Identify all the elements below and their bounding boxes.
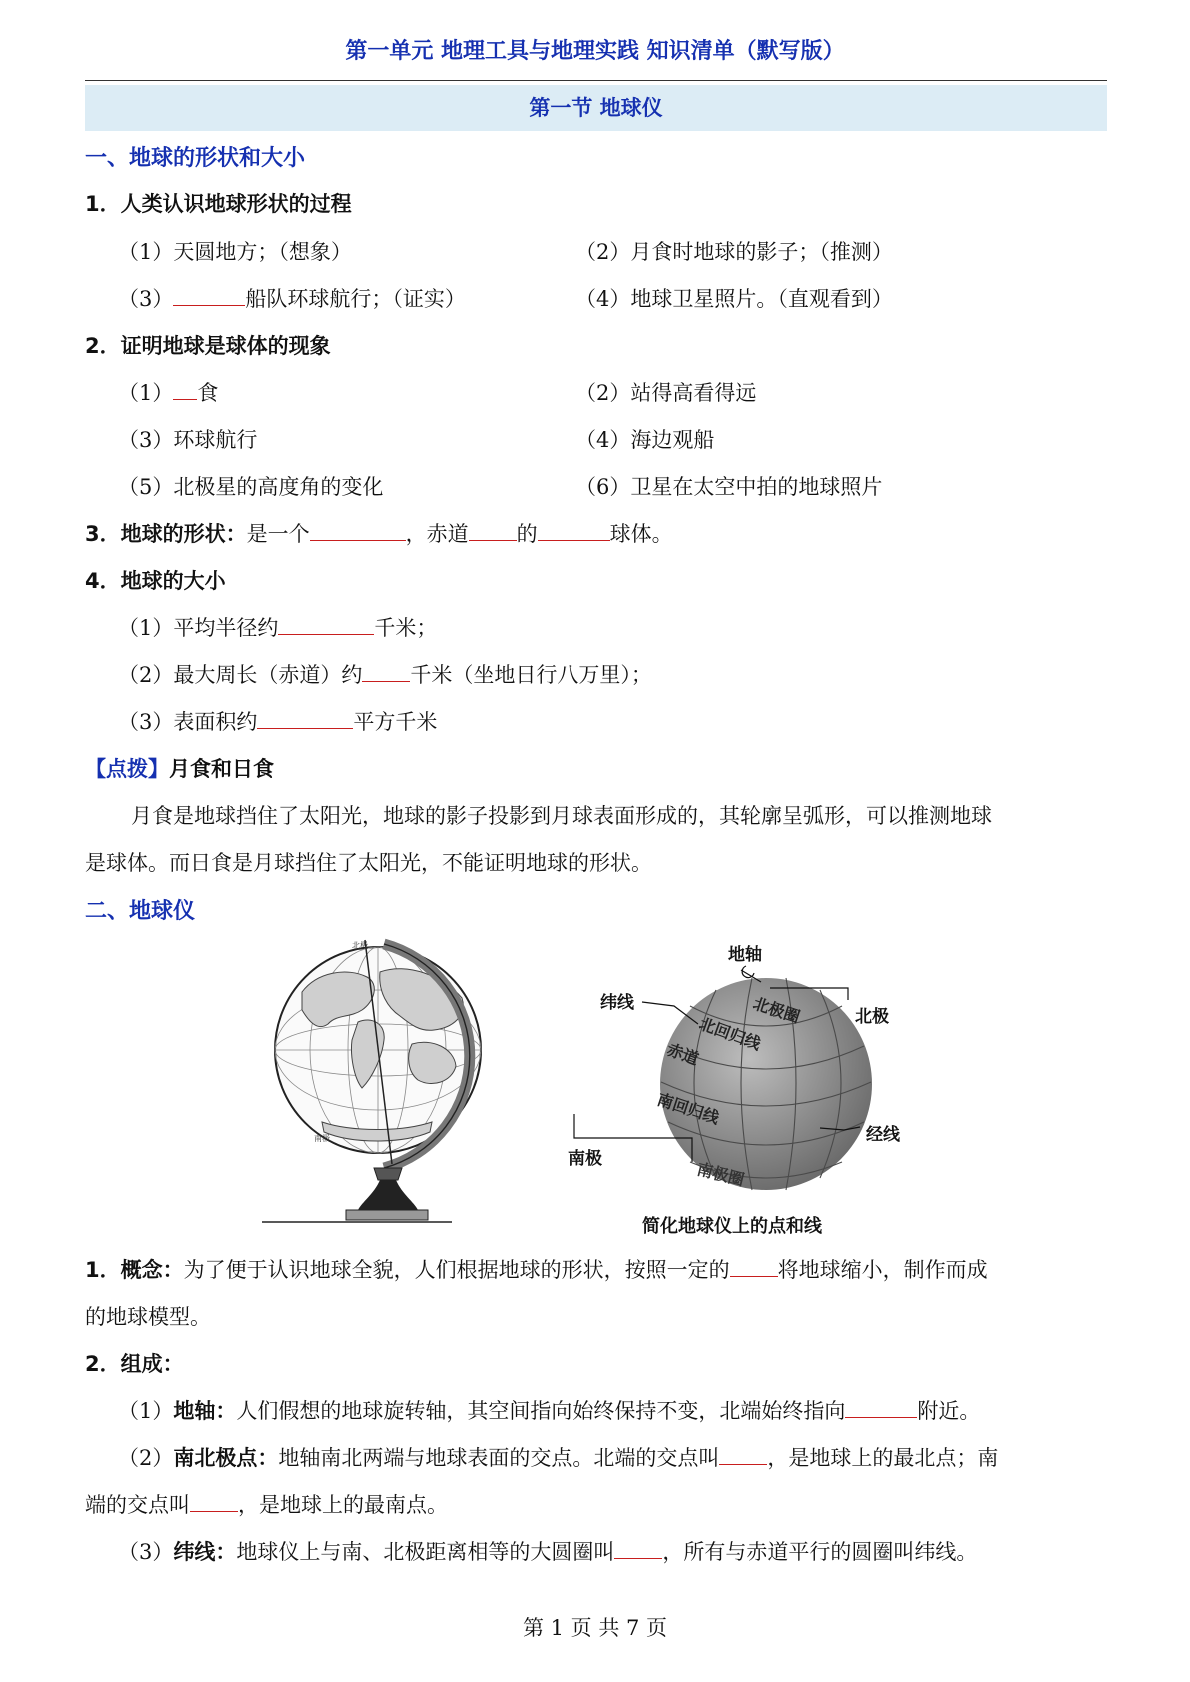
c1-line1 [85,1254,988,1284]
globe-south-label: 南极 [314,1134,330,1143]
s3-text4: 球体。 [609,522,673,547]
globe-north-label: 北极 [352,941,368,950]
c2-item1-num: （1） [118,1399,174,1424]
tip-heading [85,753,274,783]
c2-item2 [118,1442,998,1472]
s3-text3: 的 [516,522,538,547]
c2-item2-num: （2） [118,1446,174,1471]
s1-item3 [118,283,466,313]
s2-item2: （2）站得高看得远 [575,381,757,405]
tip-title: 月食和日食 [169,757,274,781]
c2-item3-text: 地球仪上与南、北极距离相等的大圆圈叫 [236,1540,615,1565]
part2-heading: 二、地球仪 [85,899,196,924]
s2-item3: （3）环球航行 [118,428,258,452]
c2-item2-mid: ，是地球上的最北点；南 [767,1446,999,1471]
s3-line [85,518,673,548]
c2-item1-text: 人们假想的地球旋转轴，其空间指向始终保持不变，北端始终指向 [236,1399,846,1424]
globe-illustration [262,932,512,1232]
fill-blank[interactable] [362,659,410,682]
label-meridian: 经线 [866,1125,900,1145]
s4-item1-prefix: （1）平均半径约 [118,616,279,641]
c2-item2-line2-prefix: 端的交点叫 [85,1493,190,1518]
s4-item1 [118,612,437,642]
fill-blank[interactable] [310,518,406,541]
label-antarctic-circle: 南极圈 [695,1159,747,1190]
s4-item1-suffix: 千米； [374,616,438,641]
s4-item3-prefix: （3）表面积约 [118,710,258,735]
s2-item1-suffix: 食 [197,381,219,406]
s2-item5: （5）北极星的高度角的变化 [118,475,384,499]
s2-item4: （4）海边观船 [575,428,715,452]
c2-item1-label: 地轴： [173,1399,237,1424]
s2-item1 [118,377,218,407]
globe-stand-neck [374,1168,402,1180]
s2-item6: （6）卫星在太空中拍的地球照片 [575,475,883,499]
document-title: 第一单元 地理工具与地理实践 知识清单（默写版） [345,39,845,64]
s4-item3 [118,706,437,736]
fill-blank[interactable] [719,1442,767,1465]
s1-item2: （2）月食时地球的影子；（推测） [575,240,893,264]
fill-blank[interactable] [730,1254,778,1277]
c2-item1-end: 附近。 [917,1399,981,1424]
simplified-globe-diagram [568,932,940,1222]
section-band: 第一节 地球仪 [85,85,1107,131]
fill-blank[interactable] [173,283,245,306]
c2-item2-line2 [85,1489,448,1519]
label-axis: 地轴 [728,945,762,965]
s1-title: 1．人类认识地球形状的过程 [85,192,352,216]
fill-blank[interactable] [278,612,374,635]
s1-item1: （1）天圆地方；（想象） [118,240,352,264]
header-rule [85,80,1107,81]
tip-label: 【点拨】 [85,757,169,781]
globe-stand-base [346,1210,428,1220]
s1-item4: （4）地球卫星照片。（直观看到） [575,287,893,311]
fill-blank[interactable] [257,706,353,729]
s1-item3-prefix: （3） [118,287,174,312]
s3-text1: 是一个 [246,522,310,547]
c2-title: 2．组成： [85,1352,184,1376]
c2-item2-line2-suffix: ，是地球上的最南点。 [238,1493,448,1518]
s4-item2 [118,659,652,689]
label-north-pole: 北极 [855,1007,889,1027]
s4-title: 4．地球的大小 [85,569,226,593]
s2-title: 2．证明地球是球体的现象 [85,334,331,358]
part1-heading: 一、地球的形状和大小 [85,146,306,171]
label-tropic-capricorn: 南回归线 [654,1089,722,1128]
fill-blank[interactable] [845,1395,917,1418]
c1-line2: 的地球模型。 [85,1305,211,1329]
c2-item3-num: （3） [118,1540,174,1565]
c2-item2-text: 地轴南北两端与地球表面的交点。北端的交点叫 [278,1446,720,1471]
label-arctic-circle: 北极圈 [750,993,803,1027]
globe-stand-pillar [358,1180,418,1210]
c2-item3-end: ，所有与赤道平行的圆圈叫纬线。 [662,1540,978,1565]
figure-caption: 简化地球仪上的点和线 [642,1216,822,1237]
label-south-pole: 南极 [568,1149,602,1169]
fill-blank[interactable] [173,377,197,400]
fill-blank[interactable] [614,1536,662,1559]
c1-text2: 将地球缩小，制作而成 [777,1258,988,1283]
c2-item2-label: 南北极点： [173,1446,279,1471]
s4-item2-prefix: （2）最大周长（赤道）约 [118,663,363,688]
page-footer: 第 1 页 共 7 页 [522,1616,668,1640]
fill-blank[interactable] [469,518,517,541]
fill-blank[interactable] [538,518,610,541]
s2-item1-prefix: （1） [118,381,174,406]
s1-item3-suffix: 船队环球航行；（证实） [245,287,466,312]
c1-text1: 为了便于认识地球全貌，人们根据地球的形状，按照一定的 [183,1258,730,1283]
label-latitude: 纬线 [600,993,634,1013]
s3-text2: ，赤道 [405,522,469,547]
s4-item3-suffix: 平方千米 [353,710,438,735]
fill-blank[interactable] [190,1489,238,1512]
c2-item3 [118,1536,977,1566]
s4-item2-suffix: 千米（坐地日行八万里）； [410,663,652,688]
c1-label: 1．概念： [85,1258,184,1283]
label-tropic-cancer: 北回归线 [696,1013,764,1054]
c2-item1 [118,1395,980,1425]
tip-line1: 月食是地球挡住了太阳光，地球的影子投影到月球表面形成的，其轮廓呈弧形，可以推测地球 [131,804,992,828]
c2-item3-label: 纬线： [173,1540,237,1565]
label-equator: 赤道 [664,1039,702,1069]
tip-line2: 是球体。而日食是月球挡住了太阳光，不能证明地球的形状。 [85,851,652,875]
s3-title: 3．地球的形状： [85,522,247,547]
